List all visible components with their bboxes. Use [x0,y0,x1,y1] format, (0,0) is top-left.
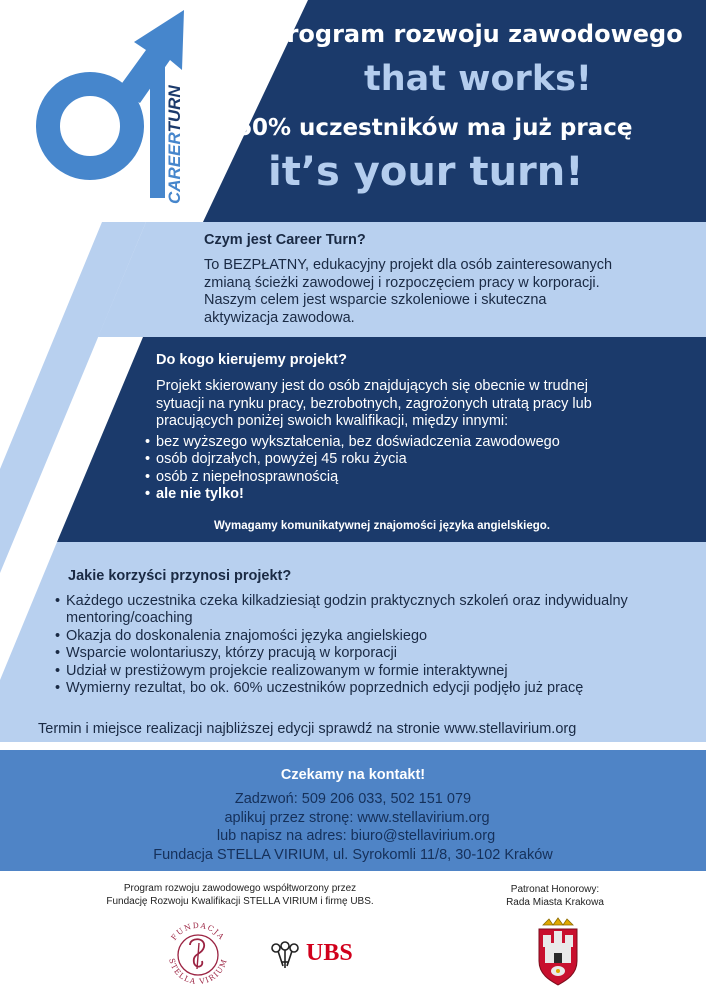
section1-line: Naszym celem jest wsparcie szkoleniowe i skuteczna [204,292,547,308]
list-item-bold: • ale nie tylko! [145,486,685,503]
logo-fundacja-text: FUNDACJA [169,920,227,943]
footer-left-line: Fundację Rozwoju Kwalifikacji STELLA VIRIUM i firmę UBS. [106,895,374,907]
section1-title: Czym jest Career Turn? [204,232,366,248]
section3-title: Jakie korzyści przynosi projekt? [68,568,292,584]
logo-turn-text: TURN [165,85,184,133]
header-line4: it’s your turn! [268,149,584,195]
monogram-icon [190,939,204,969]
stella-virium-logo [160,917,236,993]
footer-left-text [70,883,410,908]
section1-line: zmianą ścieżki zawodowej i rozpoczęciem pracy w korporacji. [204,274,600,291]
list-item: • Okazja do doskonalenia znajomości języka angielskiego [55,628,695,645]
list-item: • Wsparcie wolontariuszy, którzy pracują w korporacji [55,645,695,662]
list-item: • osób z niepełnosprawnością [145,469,685,486]
patronage-name: Rada Miasta Krakowa [506,896,604,908]
section3-bullet-list [55,593,695,697]
section3-footer-line: Termin i miejsce realizacji najbliższej edycji sprawdź na stronie www.stellavirium.org [38,721,577,737]
header-line3: 60% uczestników ma już pracę [236,115,633,141]
section1-line: To BEZPŁATNY, edukacyjny projekt dla osób zainteresowanych [204,257,613,273]
ubs-logo [268,940,368,970]
contact-title: Czekamy na kontakt! [280,767,426,783]
list-item: • Udział w prestiżowym projekcie realizowanym w formie interaktywnej [55,663,695,680]
logo-circle-icon [48,84,132,168]
ubs-text: UBS [306,940,353,966]
logo-career-text: CAREER [165,132,184,204]
section2-line: Projekt skierowany jest do osób znajdujących się obecnie w trudnej [156,378,589,394]
patronage-label: Patronat Honorowy: [510,884,600,895]
list-item: • Wymierny rezultat, bo ok. 60% uczestników poprzednich edycji podjęło już pracę [55,680,695,697]
section2-line: pracujących poniżej swoich kwalifikacji, między innymi: [156,413,509,429]
contact-line: Fundacja STELLA VIRIUM, ul. Syrokomli 11/8, 30-102 Kraków [153,846,553,863]
contact-line: aplikuj przez stronę: www.stellavirium.org [224,809,490,826]
section1-text [204,257,612,327]
contact-details [0,790,706,864]
ubs-keys-icon [268,940,302,970]
footer-right-text [480,884,630,909]
krakow-coat-of-arms-icon [535,917,581,987]
section2-title: Do kogo kierujemy projekt? [156,352,347,368]
list-item: • Każdego uczestnika czeka kilkadziesiąt godzin praktycznych szkoleń oraz indywidualny mentoring/coaching [55,593,695,628]
section2-line: sytuacji na rynku pracy, bezrobotnych, zagrożonych utratą pracy lub [156,395,592,412]
logo-stella-virium-text: STELLA VIRIUM [167,957,229,987]
list-item: • bez wyższego wykształcenia, bez doświadczenia zawodowego [145,434,685,451]
svg-text:CAREERTURN [165,85,184,204]
footer-left-line: Program rozwoju zawodowego współtworzony przez [123,883,357,894]
contact-line: lub napisz na adres: biuro@stellavirium.org [216,828,496,844]
section2-text [156,378,592,431]
list-item: • osób dojrzałych, powyżej 45 roku życia [145,451,685,468]
contact-line: Zadzwoń: 509 206 033, 502 151 079 [234,791,472,807]
section2-note: Wymagamy komunikatywnej znajomości języka angielskiego. [214,520,550,532]
header-line2: that works! [364,59,592,99]
section1-line: aktywizacja zawodowa. [204,309,355,326]
header-line1: Program rozwoju zawodowego [269,20,683,48]
career-turn-logo [22,8,212,210]
section2-bullet-list [145,434,685,504]
